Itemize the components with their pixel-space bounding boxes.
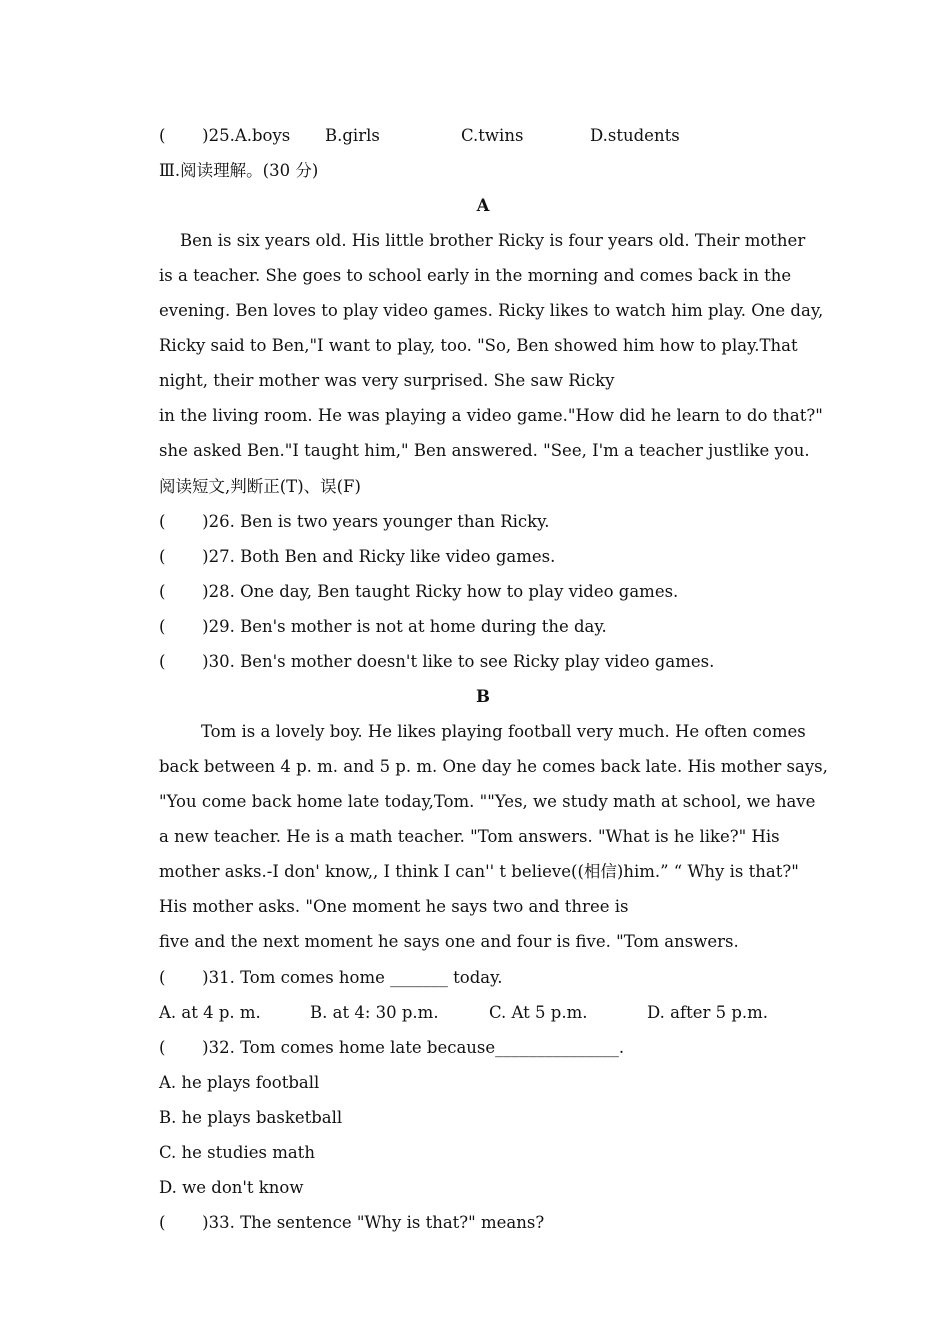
passage-b-line: His mother asks. "One moment he says two and three is: [159, 897, 629, 916]
passage-a-line: she asked Ben."I taught him," Ben answered. "See, I'm a teacher justlike you.: [159, 441, 810, 460]
passage-a-line: night, their mother was very surprised. She saw Ricky: [159, 371, 615, 390]
question-31-option-c: C. At 5 p.m.: [489, 1003, 588, 1022]
question-31-option-d: D. after 5 p.m.: [647, 1003, 769, 1022]
passage-b-line: a new teacher. He is a math teacher. "Tom answers. "What is he like?" His: [159, 827, 780, 846]
question-33-stem: ( )33. The sentence "Why is that?" means?: [159, 1213, 545, 1232]
question-31-option-a: A. at 4 p. m.: [159, 1003, 261, 1022]
passage-b-line: five and the next moment he says one and four is five. "Tom answers.: [159, 932, 739, 951]
question-32-option-b: B. he plays basketball: [159, 1108, 343, 1127]
section-title: Ⅲ.阅读理解。(30 分): [159, 161, 319, 180]
passage-a-line: evening. Ben loves to play video games. Ricky likes to watch him play. One day,: [159, 301, 824, 320]
question-28: ( )28. One day, Ben taught Ricky how to play video games.: [159, 582, 679, 601]
passage-a-instruction: 阅读短文,判断正(T)、误(F): [159, 477, 361, 496]
question-25-option-c: C.twins: [461, 126, 524, 145]
question-32-option-d: D. we don't know: [159, 1178, 304, 1197]
question-31-option-b: B. at 4: 30 p.m.: [310, 1003, 439, 1022]
passage-b-line: Tom is a lovely boy. He likes playing football very much. He often comes: [159, 722, 806, 741]
question-25-stem: ( )25.A.boys: [159, 126, 291, 145]
passage-a-line: Ricky said to Ben,"I want to play, too. "So, Ben showed him how to play.That: [159, 336, 798, 355]
question-32-option-c: C. he studies math: [159, 1143, 315, 1162]
question-29: ( )29. Ben's mother is not at home during the day.: [159, 617, 607, 636]
question-25-option-d: D.students: [590, 126, 680, 145]
passage-a-line: in the living room. He was playing a video game."How did he learn to do that?": [159, 406, 823, 425]
passage-b-heading: B: [476, 687, 490, 706]
question-30: ( )30. Ben's mother doesn't like to see Ricky play video games.: [159, 652, 715, 671]
question-32-option-a: A. he plays football: [159, 1073, 320, 1092]
passage-b-line: back between 4 p. m. and 5 p. m. One day he comes back late. His mother says,: [159, 757, 828, 776]
question-32-stem: ( )32. Tom comes home late because_______________.: [159, 1038, 625, 1057]
passage-a-heading: A: [476, 196, 490, 215]
passage-a-line: is a teacher. She goes to school early in the morning and comes back in the: [159, 266, 792, 285]
question-31-stem: ( )31. Tom comes home _______ today.: [159, 968, 503, 987]
passage-b-line: mother asks.-I don' know,, I think I can'' t believe((相信)him.” “ Why is that?": [159, 862, 799, 881]
question-25-option-b: B.girls: [325, 126, 380, 145]
question-26: ( )26. Ben is two years younger than Ricky.: [159, 512, 550, 531]
passage-b-line: "You come back home late today,Tom. ""Yes, we study math at school, we have: [159, 792, 816, 811]
passage-a-line: Ben is six years old. His little brother Ricky is four years old. Their mother: [159, 231, 806, 250]
question-27: ( )27. Both Ben and Ricky like video games.: [159, 547, 556, 566]
